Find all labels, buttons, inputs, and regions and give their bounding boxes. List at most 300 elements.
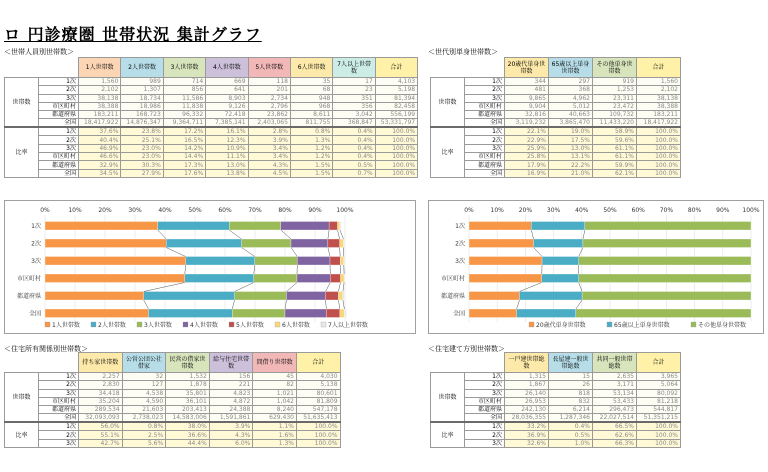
bar-segment [340, 239, 344, 248]
table-cell: 82,458 [375, 102, 417, 110]
row-label: 2次 [465, 381, 505, 389]
bar-segment [158, 222, 229, 231]
table-row [5, 94, 418, 102]
series-connector [340, 230, 344, 239]
table-row [431, 111, 681, 119]
legend-label: 65歳以上単身世帯数 [614, 322, 670, 329]
x-tick-label: 60% [218, 207, 232, 214]
table-cell: 5.6% [122, 439, 166, 447]
table-cell: 100.0% [637, 422, 681, 431]
table-cell: 100.0% [637, 127, 681, 136]
table-cell: 203,413 [166, 406, 210, 414]
series-connector [144, 283, 185, 292]
table-cell: 5,012 [549, 102, 593, 110]
table-cell: 38,388 [637, 102, 681, 110]
table-row [5, 169, 418, 177]
category-label: 3次 [455, 257, 465, 265]
row-label: 全国 [465, 414, 505, 423]
table-cell: 37.6% [79, 127, 121, 136]
table-cell: 3,042 [333, 111, 375, 119]
bar-segment [531, 222, 585, 231]
table-cell: 109,732 [593, 111, 637, 119]
table-cell: 68 [290, 86, 332, 94]
series-connector [185, 265, 186, 274]
single-household-chart-svg [429, 201, 763, 333]
series-connector [328, 248, 330, 257]
group-label-households: 世帯数 [5, 373, 39, 423]
table-cell: 33.2% [505, 422, 549, 431]
table-cell: 5,138 [296, 381, 340, 389]
table-cell: 22.1% [505, 127, 549, 136]
table-cell: 100.0% [296, 431, 340, 439]
legend-label: 4人世帯数 [190, 322, 218, 329]
table-cell: 1.5% [290, 169, 332, 177]
row-label: 1次 [465, 422, 505, 431]
table-cell: 629,430 [253, 414, 297, 423]
table-cell: 45 [253, 373, 297, 381]
table-cell: 100.0% [637, 144, 681, 152]
table-cell: 18,417,922 [79, 119, 121, 128]
table-cell: 4,823 [209, 389, 253, 397]
table-row [5, 153, 418, 161]
bar-segment [469, 274, 542, 283]
table-cell: 4,030 [296, 373, 340, 381]
table-row [431, 422, 681, 431]
bar-segment [328, 239, 340, 248]
table-cell: 1.0% [549, 439, 593, 447]
single-household-table [430, 57, 681, 178]
table-cell: 1,867 [505, 381, 549, 389]
bar-segment [542, 257, 579, 266]
table-row [5, 381, 341, 389]
table-corner [431, 353, 505, 373]
series-connector [343, 283, 344, 292]
series-connector [229, 230, 241, 239]
legend-label: 2人世帯数 [98, 322, 126, 329]
row-label: 3次 [465, 144, 505, 152]
table-row [5, 397, 341, 405]
column-header: 間借り世帯数 [253, 353, 297, 373]
table-cell: 351 [333, 94, 375, 102]
column-header: 1人世帯数 [79, 58, 121, 78]
table-cell: 28,036,355 [505, 414, 549, 423]
table-cell: 100.0% [375, 144, 417, 152]
table-row [5, 119, 418, 128]
group-label-households: 世帯数 [5, 78, 39, 128]
legend-label: 6人世帯数 [282, 322, 310, 329]
table-cell: 25.8% [505, 153, 549, 161]
table-row [431, 431, 681, 439]
series-connector [281, 230, 291, 239]
table-cell: 1,560 [79, 78, 121, 86]
table-cell: 9,126 [206, 102, 248, 110]
table-cell: 168,723 [121, 111, 163, 119]
bar-segment [232, 309, 285, 318]
page-title: ロ 円診療圏 世帯状況 集計グラフ [4, 25, 262, 44]
table-cell: 22,027,514 [593, 414, 637, 423]
table-row [5, 102, 418, 110]
table-cell: 13.0% [206, 161, 248, 169]
row-label: 3次 [465, 94, 505, 102]
column-header: 共同一般世帯総数 [593, 353, 637, 373]
table-cell: 100.0% [637, 439, 681, 447]
table-cell: 17 [333, 78, 375, 86]
row-label: 全国 [39, 119, 79, 128]
table-row [431, 169, 681, 177]
column-header: 3人世帯数 [163, 58, 205, 78]
table-cell: 26 [549, 381, 593, 389]
row-label: 1次 [39, 127, 79, 136]
table-cell: 4.3% [209, 431, 253, 439]
column-header: 6人世帯数 [290, 58, 332, 78]
bar-segment [576, 309, 751, 318]
table-header-row [431, 353, 681, 373]
bar-segment [583, 239, 751, 248]
row-label: 市区町村 [39, 102, 79, 110]
section-label-household-size: ＜世帯人員別世帯数＞ [4, 48, 74, 56]
legend-swatch [45, 322, 50, 327]
table-cell: 4,872 [209, 397, 253, 405]
row-label: 3次 [39, 94, 79, 102]
table-row [431, 414, 681, 423]
bar-segment [330, 274, 340, 283]
series-connector [242, 248, 255, 257]
category-label: 全国 [452, 310, 465, 318]
table-cell: 2,830 [79, 381, 123, 389]
bar-segment [340, 222, 341, 231]
table-cell: 368 [549, 86, 593, 94]
series-connector [328, 230, 329, 239]
table-cell: 11,838 [163, 102, 205, 110]
column-header: その他単身世帯数 [593, 58, 637, 78]
table-cell: 62.6% [593, 431, 637, 439]
table-cell: 23,862 [248, 111, 290, 119]
table-cell: 4,538 [122, 389, 166, 397]
table-cell: 32 [122, 373, 166, 381]
column-header: 合計 [375, 58, 417, 78]
category-label: 3次 [31, 257, 41, 265]
table-cell: 13.0% [549, 144, 593, 152]
legend-swatch [91, 322, 96, 327]
table-cell: 23.0% [121, 153, 163, 161]
legend-label: 20歳代単身世帯数 [536, 322, 586, 329]
table-cell: 481 [505, 86, 549, 94]
table-cell: 2,635 [593, 373, 637, 381]
bar-segment [242, 239, 292, 248]
category-label: 2次 [31, 240, 41, 248]
table-cell: 62.1% [593, 169, 637, 177]
table-cell: 27.9% [121, 169, 163, 177]
column-header: 民営の借家世帯数 [166, 353, 210, 373]
table-cell: 1,253 [593, 86, 637, 94]
bar-segment [534, 239, 583, 248]
table-row [5, 144, 418, 152]
table-cell: 56.0% [79, 422, 123, 431]
series-connector [579, 248, 583, 257]
category-label: 1次 [31, 222, 41, 230]
legend-label: その他単身世帯数 [698, 322, 747, 329]
table-cell: 714 [163, 78, 205, 86]
table-cell: 641 [206, 86, 248, 94]
table-cell: 1.2% [290, 144, 332, 152]
bar-segment [185, 274, 254, 283]
column-header: 合計 [296, 353, 340, 373]
x-tick-label: 0% [40, 207, 50, 214]
table-cell: 9,364,711 [163, 119, 205, 128]
table-cell: 127 [122, 381, 166, 389]
column-header: 65歳以上単身世帯数 [549, 58, 593, 78]
group-label-ratio: 比率 [431, 127, 465, 177]
table-cell: 1,532 [166, 373, 210, 381]
row-label: 全国 [465, 119, 505, 128]
table-cell: 0.4% [333, 127, 375, 136]
bar-segment [579, 274, 751, 283]
series-connector [235, 283, 254, 292]
x-tick-label: 100% [336, 207, 354, 214]
table-row [431, 94, 681, 102]
legend-swatch [607, 322, 612, 327]
table-cell: 34.5% [79, 169, 121, 177]
table-cell: 8,903 [206, 94, 248, 102]
bar-segment [45, 257, 186, 266]
series-connector [254, 265, 255, 274]
x-tick-label: 40% [575, 207, 589, 214]
table-cell: 3.9% [209, 422, 253, 431]
table-cell: 100.0% [375, 136, 417, 144]
table-cell: 81,394 [375, 94, 417, 102]
row-label: 2次 [39, 136, 79, 144]
table-cell: 0.5% [333, 161, 375, 169]
legend-label: 7人以上世帯数 [328, 322, 368, 329]
bar-segment [291, 239, 328, 248]
table-cell: 53,331,797 [375, 119, 417, 128]
table-cell: 11,586 [163, 94, 205, 102]
series-connector [576, 300, 582, 309]
row-label: 1次 [465, 78, 505, 86]
table-cell: 3.4% [248, 144, 290, 152]
table-cell: 5,198 [375, 86, 417, 94]
legend-label: 5人世帯数 [236, 322, 264, 329]
table-cell: 38,138 [79, 94, 121, 102]
bar-segment [326, 309, 340, 318]
table-cell: 14,876,347 [121, 119, 163, 128]
bar-segment [235, 292, 287, 301]
group-label-ratio: 比率 [5, 127, 39, 177]
table-cell: 32,093,093 [79, 414, 123, 423]
section-label-ownership: ＜住宅所有関係別世帯数＞ [4, 345, 88, 353]
table-cell: 2,102 [79, 86, 121, 94]
legend-swatch [183, 322, 188, 327]
group-label-ratio: 比率 [431, 422, 465, 447]
row-label: 1次 [39, 373, 79, 381]
table-cell: 38.0% [166, 422, 210, 431]
bar-segment [326, 292, 339, 301]
bar-segment [344, 274, 345, 283]
table-cell: 13.8% [206, 169, 248, 177]
legend-label: 1人世帯数 [52, 322, 80, 329]
bar-segment [343, 292, 345, 301]
table-cell: 1.1% [253, 422, 297, 431]
row-label: 都道府県 [465, 406, 505, 414]
table-cell: 4,103 [375, 78, 417, 86]
table-row [5, 373, 341, 381]
table-cell: 66.5% [593, 422, 637, 431]
table-cell: 24,388 [209, 406, 253, 414]
table-cell: 1,307 [121, 86, 163, 94]
series-connector [338, 230, 340, 239]
x-tick-label: 100% [742, 207, 760, 214]
table-cell: 32.9% [79, 161, 121, 169]
table-corner [431, 58, 505, 78]
row-label: 1次 [465, 373, 505, 381]
x-tick-label: 20% [518, 207, 533, 214]
table-cell: 2,796 [248, 102, 290, 110]
table-cell: 919 [593, 78, 637, 86]
bar-segment [281, 222, 329, 231]
table-cell: 2.8% [248, 127, 290, 136]
row-label: 3次 [39, 144, 79, 152]
bar-segment [585, 222, 751, 231]
table-cell: 556,199 [375, 111, 417, 119]
table-cell: 81,218 [637, 397, 681, 405]
bar-segment [297, 274, 330, 283]
table-cell: 38,388 [79, 102, 121, 110]
table-cell: 23.0% [121, 144, 163, 152]
table-cell: 4.5% [248, 169, 290, 177]
table-header-row [431, 58, 681, 78]
table-cell: 183,211 [79, 111, 121, 119]
legend-swatch [275, 322, 280, 327]
bar-segment [344, 257, 345, 266]
table-cell: 32.6% [505, 439, 549, 447]
household-size-chart-svg [5, 201, 415, 333]
bar-segment [341, 274, 345, 283]
table-cell: 811,755 [290, 119, 332, 128]
group-label-households: 世帯数 [431, 373, 465, 423]
bar-segment [469, 222, 531, 231]
table-cell: 0.4% [549, 422, 593, 431]
table-cell: 0.4% [333, 144, 375, 152]
column-header: 一戸建世帯総数 [505, 353, 549, 373]
table-cell: 2,257 [79, 373, 123, 381]
table-cell: 22.9% [505, 136, 549, 144]
table-cell: 9,904 [505, 102, 549, 110]
table-row [431, 373, 681, 381]
table-cell: 832 [549, 397, 593, 405]
table-cell: 289,534 [79, 406, 123, 414]
table-cell: 100.0% [296, 439, 340, 447]
table-cell: 32,816 [505, 111, 549, 119]
table-cell: 53,134 [593, 389, 637, 397]
table-cell: 4,962 [549, 94, 593, 102]
table-cell: 36.6% [166, 431, 210, 439]
table-cell: 36,101 [166, 397, 210, 405]
series-connector [534, 248, 542, 257]
table-cell: 8,240 [253, 406, 297, 414]
bar-segment [340, 309, 345, 318]
x-tick-label: 10% [68, 207, 82, 214]
bar-segment [144, 292, 235, 301]
table-row [5, 389, 341, 397]
table-cell: 38,138 [637, 94, 681, 102]
row-label: 3次 [465, 439, 505, 447]
x-tick-label: 30% [546, 207, 561, 214]
table-cell: 96,332 [163, 111, 205, 119]
row-label: 3次 [39, 389, 79, 397]
table-cell: 18,986 [121, 102, 163, 110]
bar-segment [517, 309, 576, 318]
table-cell: 35,204 [79, 397, 123, 405]
x-tick-label: 60% [631, 207, 645, 214]
row-label: 市区町村 [465, 153, 505, 161]
series-connector [338, 300, 340, 309]
section-label-building-type: ＜住宅建て方別世帯数＞ [428, 345, 505, 353]
table-cell: 100.0% [637, 169, 681, 177]
series-connector [326, 283, 331, 292]
series-connector [291, 248, 297, 257]
table-cell: 221 [209, 381, 253, 389]
table-cell: 16.9% [505, 169, 549, 177]
table-cell: 12.3% [206, 136, 248, 144]
table-cell: 118 [248, 78, 290, 86]
table-cell: 23,311 [593, 94, 637, 102]
table-cell: 3.9% [248, 136, 290, 144]
table-cell: 856 [163, 86, 205, 94]
table-cell: 72,418 [206, 111, 248, 119]
table-cell: 21.0% [549, 169, 593, 177]
single-household-chart [428, 200, 764, 334]
table-row [5, 111, 418, 119]
table-row [431, 153, 681, 161]
table-cell: 14.4% [163, 153, 205, 161]
column-header: 持ち家世帯数 [79, 353, 123, 373]
bar-segment [45, 239, 166, 248]
series-connector [287, 283, 298, 292]
table-cell: 2,403,065 [248, 119, 290, 128]
table-row [5, 86, 418, 94]
table-cell: 44.4% [166, 439, 210, 447]
table-cell: 6.0% [209, 439, 253, 447]
series-connector [166, 248, 186, 257]
legend-swatch [321, 322, 326, 327]
row-label: 2次 [39, 431, 79, 439]
column-header: 長屋建一般世帯総数 [549, 353, 593, 373]
legend-swatch [137, 322, 142, 327]
row-label: 2次 [39, 381, 79, 389]
table-cell: 4.3% [248, 161, 290, 169]
column-header: 給与住宅世帯数 [209, 353, 253, 373]
table-row [5, 78, 418, 86]
table-cell: 26,140 [505, 389, 549, 397]
table-cell: 544,817 [637, 406, 681, 414]
series-connector [340, 248, 341, 257]
table-cell: 2,102 [637, 86, 681, 94]
table-row [5, 127, 418, 136]
table-row [431, 119, 681, 128]
legend-label: 3人世帯数 [144, 322, 172, 329]
building-type-table [430, 352, 681, 448]
x-tick-label: 0% [464, 207, 474, 214]
series-connector [519, 283, 541, 292]
table-cell: 989 [121, 78, 163, 86]
table-cell: 11,433,220 [593, 119, 637, 128]
column-header: 7人以上世帯数 [333, 58, 375, 78]
table-cell: 0.8% [290, 127, 332, 136]
table-cell: 14,583,006 [166, 414, 210, 423]
table-row [431, 397, 681, 405]
table-cell: 81,809 [296, 397, 340, 405]
table-row [431, 389, 681, 397]
